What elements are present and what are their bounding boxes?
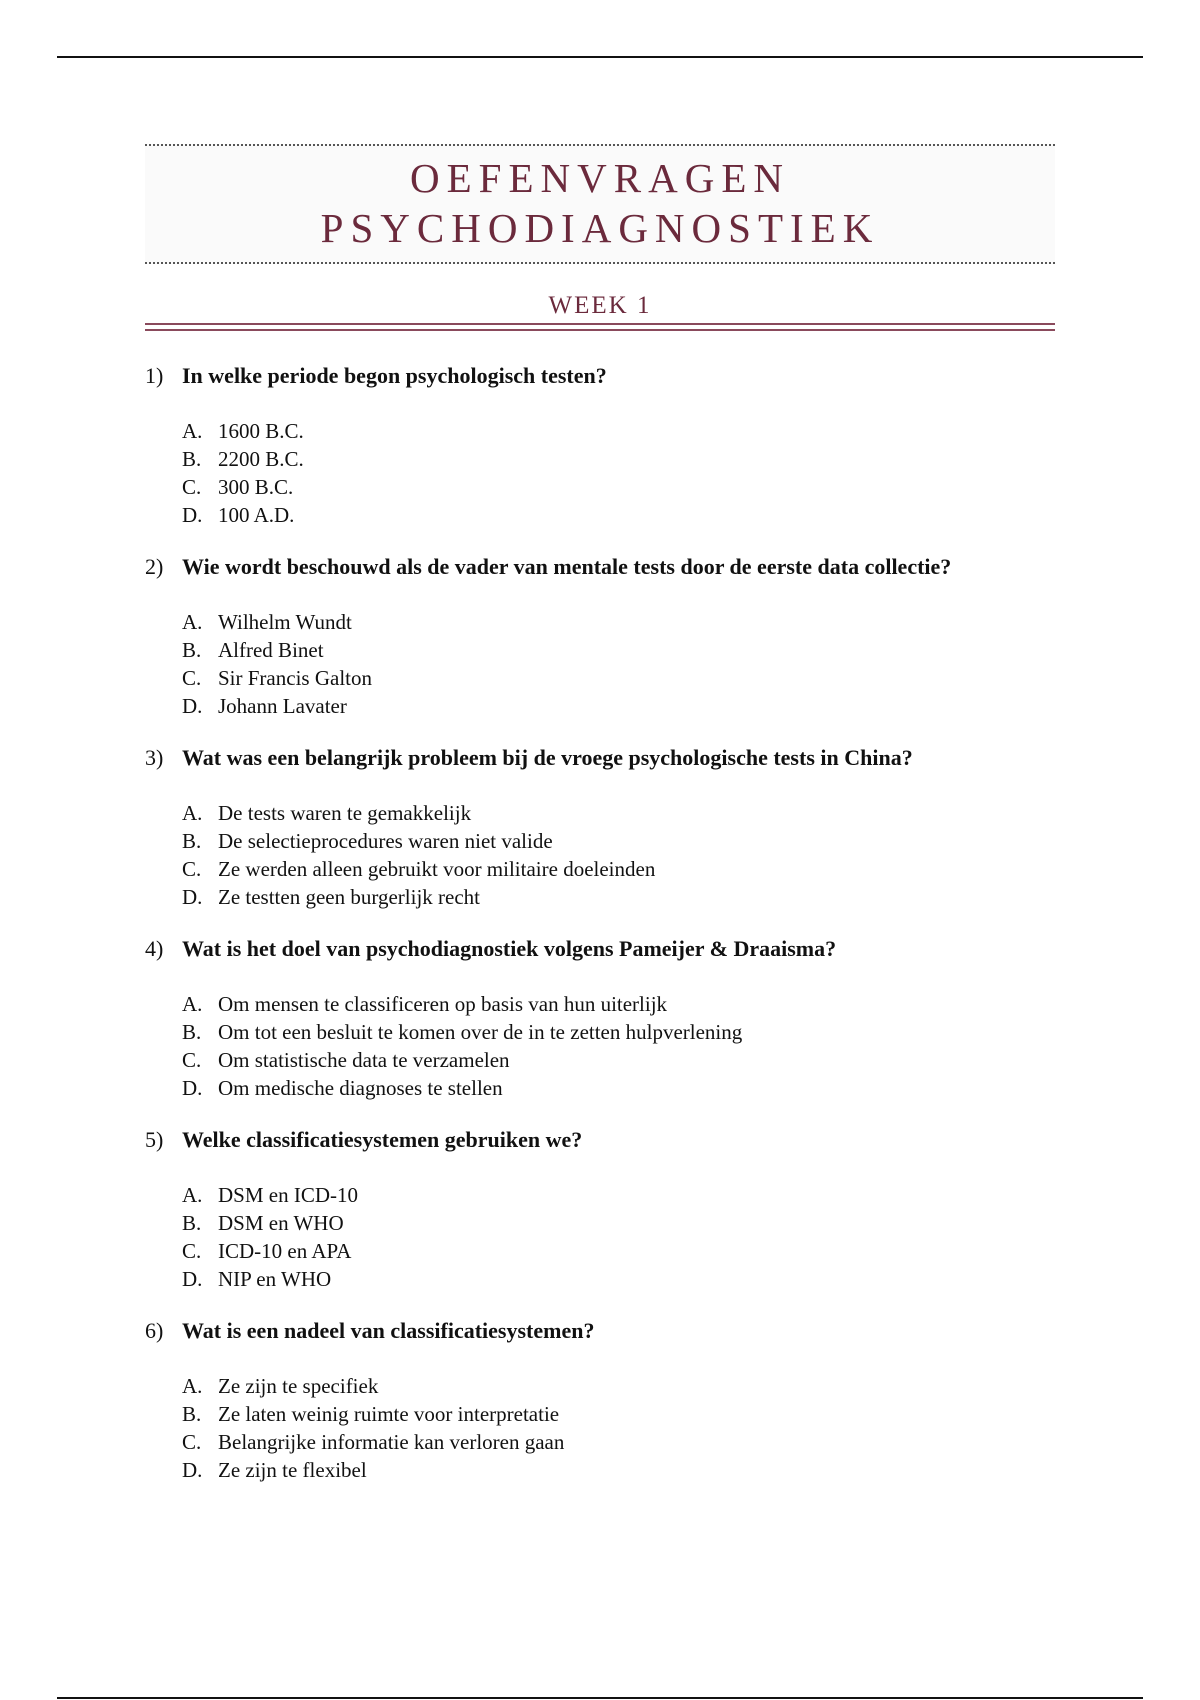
option-list [182, 1181, 1055, 1293]
option-c [182, 1046, 1055, 1074]
option-d [182, 501, 1055, 529]
question-header [145, 1317, 1055, 1345]
option-letter: D. [182, 694, 203, 718]
option-text: Ze laten weinig ruimte voor interpretatie [218, 1402, 560, 1426]
option-a [182, 417, 1055, 445]
question-3 [145, 744, 1055, 911]
question-text: In welke periode begon psychologisch testen? [182, 363, 607, 388]
option-letter: B. [182, 1020, 202, 1044]
option-text: De selectieprocedures waren niet valide [218, 829, 553, 853]
option-text: Wilhelm Wundt [218, 610, 352, 634]
week-rule-upper [145, 323, 1055, 325]
option-letter: B. [182, 1402, 202, 1426]
document-title-line-1: OEFENVRAGEN [410, 155, 790, 201]
option-a [182, 1181, 1055, 1209]
option-b [182, 636, 1055, 664]
question-header [145, 744, 1055, 772]
option-text: De tests waren te gemakkelijk [218, 801, 472, 825]
option-d [182, 883, 1055, 911]
option-text: Sir Francis Galton [218, 666, 372, 690]
option-letter: D. [182, 503, 203, 527]
option-a [182, 1372, 1055, 1400]
question-6 [145, 1317, 1055, 1484]
question-number: 3) [145, 745, 164, 770]
option-text: Om medische diagnoses te stellen [218, 1076, 503, 1100]
question-number: 1) [145, 363, 164, 388]
option-text: Ze zijn te flexibel [218, 1458, 367, 1482]
question-1 [145, 362, 1055, 529]
question-number: 5) [145, 1127, 164, 1152]
option-list [182, 799, 1055, 911]
option-a [182, 799, 1055, 827]
option-text: Ze zijn te specifiek [218, 1374, 379, 1398]
option-text: Om tot een besluit te komen over de in te zetten hulpverlening [218, 1020, 743, 1044]
option-text: 1600 B.C. [218, 419, 304, 443]
question-text: Wat was een belangrijk probleem bij de vroege psychologische tests in China? [182, 745, 913, 770]
option-letter: C. [182, 1430, 202, 1454]
question-2 [145, 553, 1055, 720]
option-letter: D. [182, 1458, 203, 1482]
week-heading: WEEK 1 [548, 292, 652, 319]
question-text: Wat is het doel van psychodiagnostiek volgens Pameijer & Draaisma? [182, 936, 837, 961]
option-text: ICD-10 en APA [218, 1239, 352, 1263]
option-text: 300 B.C. [218, 475, 294, 499]
option-letter: D. [182, 885, 203, 909]
option-text: Om statistische data te verzamelen [218, 1048, 510, 1072]
option-d [182, 1265, 1055, 1293]
option-a [182, 608, 1055, 636]
option-b [182, 1209, 1055, 1237]
option-b [182, 827, 1055, 855]
option-letter: D. [182, 1076, 203, 1100]
question-text: Wat is een nadeel van classificatiesystemen? [182, 1318, 595, 1343]
option-text: Johann Lavater [218, 694, 347, 718]
week-rule-lower [145, 329, 1055, 331]
option-text: 100 A.D. [218, 503, 295, 527]
option-letter: A. [182, 1374, 203, 1398]
document-title-line-2: PSYCHODIAGNOSTIEK [320, 205, 880, 251]
option-text: DSM en WHO [218, 1211, 344, 1235]
option-b [182, 445, 1055, 473]
option-letter: A. [182, 801, 203, 825]
title-block [145, 144, 1055, 264]
question-header [145, 935, 1055, 963]
option-b [182, 1400, 1055, 1428]
option-letter: C. [182, 475, 202, 499]
option-d [182, 1456, 1055, 1484]
option-c [182, 664, 1055, 692]
question-header [145, 1126, 1055, 1154]
option-a [182, 990, 1055, 1018]
option-list [182, 990, 1055, 1102]
question-number: 4) [145, 936, 164, 961]
option-letter: B. [182, 638, 202, 662]
option-d [182, 692, 1055, 720]
option-letter: C. [182, 666, 202, 690]
option-letter: A. [182, 1183, 203, 1207]
option-text: Ze testten geen burgerlijk recht [218, 885, 481, 909]
option-c [182, 473, 1055, 501]
option-letter: C. [182, 1048, 202, 1072]
question-list [145, 362, 1055, 1508]
question-4 [145, 935, 1055, 1102]
option-c [182, 1428, 1055, 1456]
option-text: Ze werden alleen gebruikt voor militaire doeleinden [218, 857, 656, 881]
option-d [182, 1074, 1055, 1102]
option-text: NIP en WHO [218, 1267, 332, 1291]
page-bottom-rule [57, 1697, 1143, 1699]
question-header [145, 362, 1055, 390]
option-c [182, 855, 1055, 883]
option-text: DSM en ICD-10 [218, 1183, 358, 1207]
question-5 [145, 1126, 1055, 1293]
question-number: 6) [145, 1318, 164, 1343]
option-list [182, 608, 1055, 720]
question-header [145, 553, 1055, 581]
option-letter: D. [182, 1267, 203, 1291]
option-list [182, 417, 1055, 529]
option-letter: C. [182, 857, 202, 881]
option-text: Om mensen te classificeren op basis van hun uiterlijk [218, 992, 668, 1016]
option-letter: B. [182, 1211, 202, 1235]
option-text: 2200 B.C. [218, 447, 304, 471]
option-text: Alfred Binet [218, 638, 324, 662]
option-text: Belangrijke informatie kan verloren gaan [218, 1430, 565, 1454]
option-letter: B. [182, 447, 202, 471]
option-b [182, 1018, 1055, 1046]
option-list [182, 1372, 1055, 1484]
option-letter: B. [182, 829, 202, 853]
page-top-rule [57, 56, 1143, 58]
option-letter: A. [182, 419, 203, 443]
option-c [182, 1237, 1055, 1265]
question-text: Welke classificatiesystemen gebruiken we? [182, 1127, 583, 1152]
option-letter: A. [182, 610, 203, 634]
option-letter: A. [182, 992, 203, 1016]
question-number: 2) [145, 554, 164, 579]
option-letter: C. [182, 1239, 202, 1263]
question-text: Wie wordt beschouwd als de vader van mentale tests door de eerste data collectie? [182, 554, 952, 579]
